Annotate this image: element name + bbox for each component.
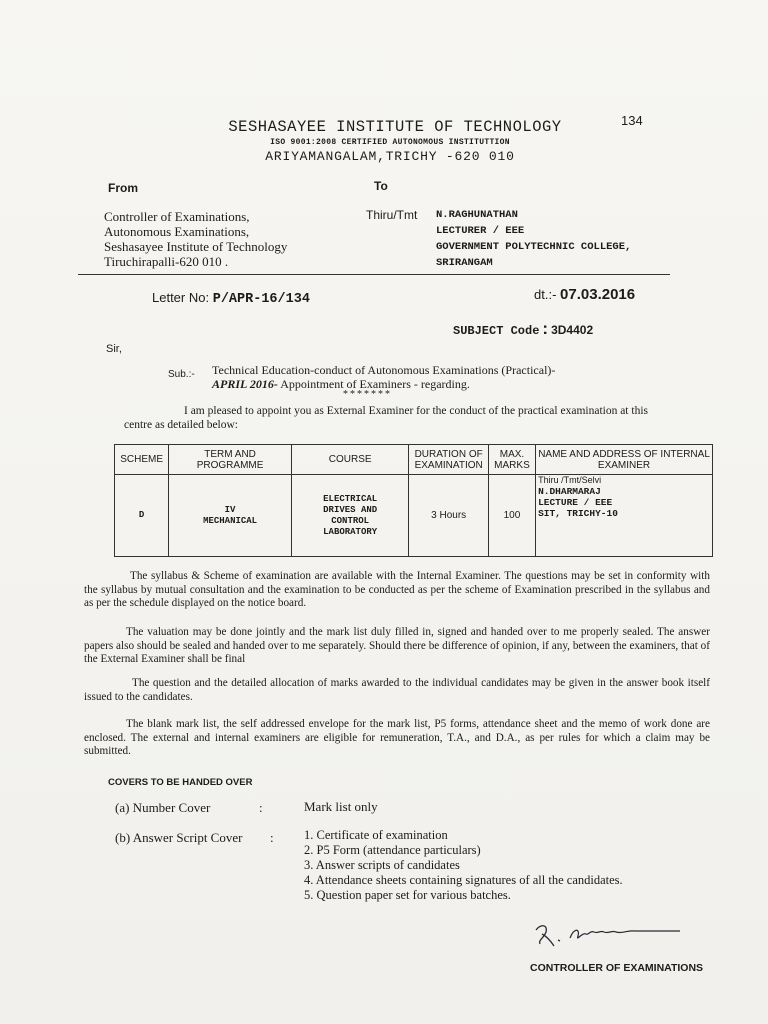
course-line: LABORATORY <box>323 526 378 537</box>
number-cover-value: Mark list only <box>304 799 378 814</box>
subject-code-value: 3D4402 <box>551 323 594 337</box>
duration-cell: 3 Hours <box>409 475 488 557</box>
table-header-cell: DURATION OF EXAMINATION <box>409 445 488 475</box>
max-marks-cell: 100 <box>488 475 535 557</box>
number-cover-label: (a) Number Cover <box>115 800 211 815</box>
course-cell <box>291 475 409 557</box>
table-header-cell: NAME AND ADDRESS OF INTERNAL EXAMINER <box>536 445 713 475</box>
letter-date <box>534 286 635 303</box>
covers-heading: COVERS TO BE HANDED OVER <box>108 777 253 788</box>
enclosures-paragraph: The blank mark list, the self addressed envelope for the mark list, P5 forms, attendance sheet and the memo of work done are enclosed. The external and internal examiners are eligible for remuneration, T.A., and D.A., as per rules for which a claim may be submitted. <box>84 718 710 757</box>
signature <box>530 918 690 952</box>
table-header-cell: COURSE <box>291 445 409 475</box>
subject-line-1: Technical Education-conduct of Autonomous Examinations (Practical)- <box>212 363 556 377</box>
controller-signature-title: CONTROLLER OF EXAMINATIONS <box>530 962 704 974</box>
internal-examiner-line: SIT, TRICHY-10 <box>538 508 618 519</box>
answer-script-cover-label: (b) Answer Script Cover <box>115 830 243 845</box>
from-label: From <box>108 181 138 195</box>
institute-name: SESHASAYEE INSTITUTE OF TECHNOLOGY <box>228 118 562 136</box>
letter-number <box>152 290 310 307</box>
internal-examiner-title: Thiru /Tmt/Selvi <box>538 475 602 485</box>
header-divider <box>78 274 670 275</box>
to-salutation: Thiru/Tmt <box>366 208 418 222</box>
page-number: 134 <box>621 113 643 128</box>
date-value: 07.03.2016 <box>560 286 636 303</box>
number-cover-colon: : <box>259 800 263 815</box>
course-line: CONTROL <box>331 515 370 526</box>
subject-line-2-rest: Appointment of Examiners - regarding. <box>277 377 470 391</box>
iso-certification: ISO 9001:2008 CERTIFIED AUTONOMOUS INSTITUTTION <box>270 138 510 147</box>
internal-examiner-line: LECTURE / EEE <box>538 497 613 508</box>
subject-code-label: SUBJECT Code <box>453 324 540 338</box>
course-line: ELECTRICAL <box>323 493 378 504</box>
to-line: N.RAGHUNATHAN <box>436 209 518 221</box>
internal-examiner-cell <box>536 475 713 557</box>
cover-list-item: 3. Answer scripts of candidates <box>304 858 460 872</box>
course-line: DRIVES AND <box>323 504 378 515</box>
letter-no-label: Letter No: <box>152 290 210 305</box>
from-line: Autonomous Examinations, <box>104 224 250 239</box>
to-line: LECTURER / EEE <box>436 225 525 237</box>
internal-examiner-line: N.DHARMARAJ <box>538 486 601 497</box>
table-header-cell: SCHEME <box>115 445 169 475</box>
table-header-cell: MAX. MARKS <box>488 445 535 475</box>
subject-code-colon: : <box>542 319 549 338</box>
term-line: IV <box>224 504 236 515</box>
salutation: Sir, <box>106 343 122 355</box>
from-line: Seshasayee Institute of Technology <box>104 239 288 254</box>
letter-no-value: P/APR-16/134 <box>212 292 310 307</box>
programme-line: MECHANICAL <box>203 515 258 526</box>
to-address <box>436 207 631 271</box>
institute-address: ARIYAMANGALAM,TRICHY -620 010 <box>265 149 515 164</box>
subject-session: APRIL 2016- <box>212 377 278 391</box>
from-address <box>104 209 287 269</box>
scheme-cell: D <box>115 475 169 557</box>
subject-code <box>453 319 593 339</box>
valuation-paragraph: The valuation may be done jointly and the mark list duly filled in, signed and handed over to me properly sealed. The answer papers also should be sealed and handed over to me separately. Should there be difference of opinion, if any, between the examiners, that of the External Examiner shall be final <box>84 626 710 665</box>
examination-table <box>114 444 713 557</box>
cover-list-item: 4. Attendance sheets containing signatures of all the candidates. <box>304 873 623 887</box>
from-line: Tiruchirapalli-620 010 . <box>104 254 229 269</box>
cover-list-item: 5. Question paper set for various batches. <box>304 888 511 902</box>
cover-list-item: 2. P5 Form (attendance particulars) <box>304 843 481 857</box>
to-line: GOVERNMENT POLYTECHNIC COLLEGE, <box>436 241 632 253</box>
intro-paragraph: I am pleased to appoint you as External Examiner for the conduct of the practical examination at this centre as detailed below: <box>124 405 648 431</box>
term-cell <box>169 475 292 557</box>
answer-script-cover-colon: : <box>270 830 274 845</box>
to-label: To <box>374 179 388 193</box>
stars-divider: ******* <box>343 389 392 400</box>
syllabus-paragraph: The syllabus & Scheme of examination are available with the Internal Examiner. The questions may be set in conformity with the syllabus by mutual consultation and the examination to be conducted as per the scheme of Examination prescribed in the syllabus and as per the schedule displayed on the notice board. <box>84 570 710 609</box>
to-line: SRIRANGAM <box>436 257 493 269</box>
answer-script-cover-list <box>304 828 623 903</box>
date-label: dt.:- <box>534 287 557 302</box>
cover-list-item: 1. Certificate of examination <box>304 828 448 842</box>
table-header-row <box>115 445 713 475</box>
table-row <box>115 475 713 557</box>
question-paragraph: The question and the detailed allocation of marks awarded to the individual candidates may be given in the answer book itself issued to the candidates. <box>84 677 710 703</box>
subject-text <box>212 363 555 391</box>
sub-label: Sub.:- <box>168 369 195 380</box>
from-line: Controller of Examinations, <box>104 209 250 224</box>
table-header-cell: TERM AND PROGRAMME <box>169 445 292 475</box>
